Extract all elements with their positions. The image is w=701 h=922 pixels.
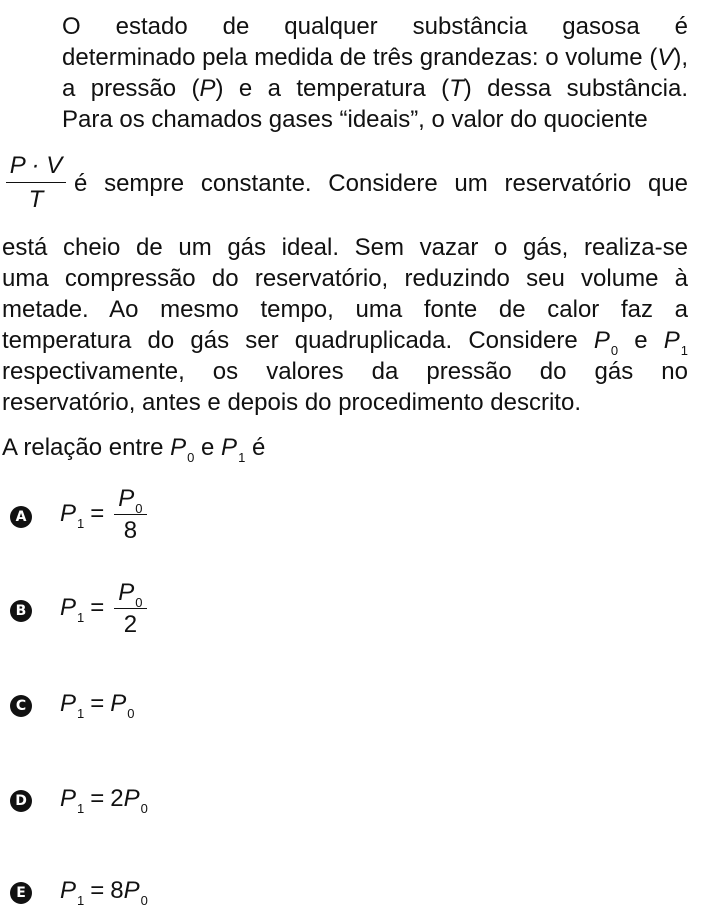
option-b[interactable]: [8, 578, 408, 648]
option-letter-badge[interactable]: D: [10, 790, 32, 812]
question-stem: A relação entre $P_0$ e $P_1$ é: [2, 434, 266, 465]
intro-line-4: Para os chamados gases “ideais”, o valor do quociente: [62, 106, 648, 133]
procedure-paragraph: [2, 232, 688, 418]
quotient-text: é sempre constante. Considere um reservatório que: [74, 170, 688, 197]
procedure-line-5: respectivamente, os valores da pressão do gás no: [2, 358, 688, 385]
pv-over-t-fraction: [6, 150, 66, 215]
option-formula: $P_1 = P_0$: [60, 690, 135, 721]
quotient-line: [2, 150, 692, 222]
procedure-line-2: uma compressão do reservatório, reduzindo seu volume à: [2, 265, 688, 292]
option-e[interactable]: [8, 877, 408, 917]
option-letter-badge[interactable]: E: [10, 882, 32, 904]
option-fraction: $\frac{P_0}{2}$: [114, 578, 146, 639]
intro-line-1: O estado de qualquer substância gasosa é: [62, 13, 688, 40]
option-formula: $P_1 = 8P_0$: [60, 877, 148, 908]
procedure-line-1: está cheio de um gás ideal. Sem vazar o gás, realiza-se: [2, 234, 688, 261]
procedure-line-3: metade. Ao mesmo tempo, uma fonte de calor faz a: [2, 296, 688, 323]
option-letter-badge[interactable]: C: [10, 695, 32, 717]
option-letter-badge[interactable]: A: [10, 506, 32, 528]
option-formula: $P_1$ = $\frac{P_0}{2}$: [60, 578, 147, 639]
fraction-numerator: P · V: [6, 150, 66, 183]
option-formula: $P_1$ = $\frac{P_0}{8}$: [60, 484, 147, 545]
option-a[interactable]: [8, 484, 408, 554]
intro-line-2: determinado pela medida de três grandezas: o volume (V),: [62, 44, 688, 71]
option-d[interactable]: [8, 785, 408, 855]
option-formula: $P_1 = 2P_0$: [60, 785, 148, 816]
intro-line-3: a pressão (P) e a temperatura (T) dessa substância.: [62, 75, 689, 102]
option-fraction: $\frac{P_0}{8}$: [114, 484, 146, 545]
option-letter-badge[interactable]: B: [10, 600, 32, 622]
fraction-denominator: T: [28, 186, 44, 213]
option-c[interactable]: [8, 690, 408, 760]
procedure-line-6: reservatório, antes e depois do procedimento descrito.: [2, 389, 581, 416]
intro-paragraph: [2, 11, 688, 135]
procedure-line-4: temperatura do gás ser quadruplicada. Considere $P_0$ e $P_1$: [2, 327, 688, 358]
